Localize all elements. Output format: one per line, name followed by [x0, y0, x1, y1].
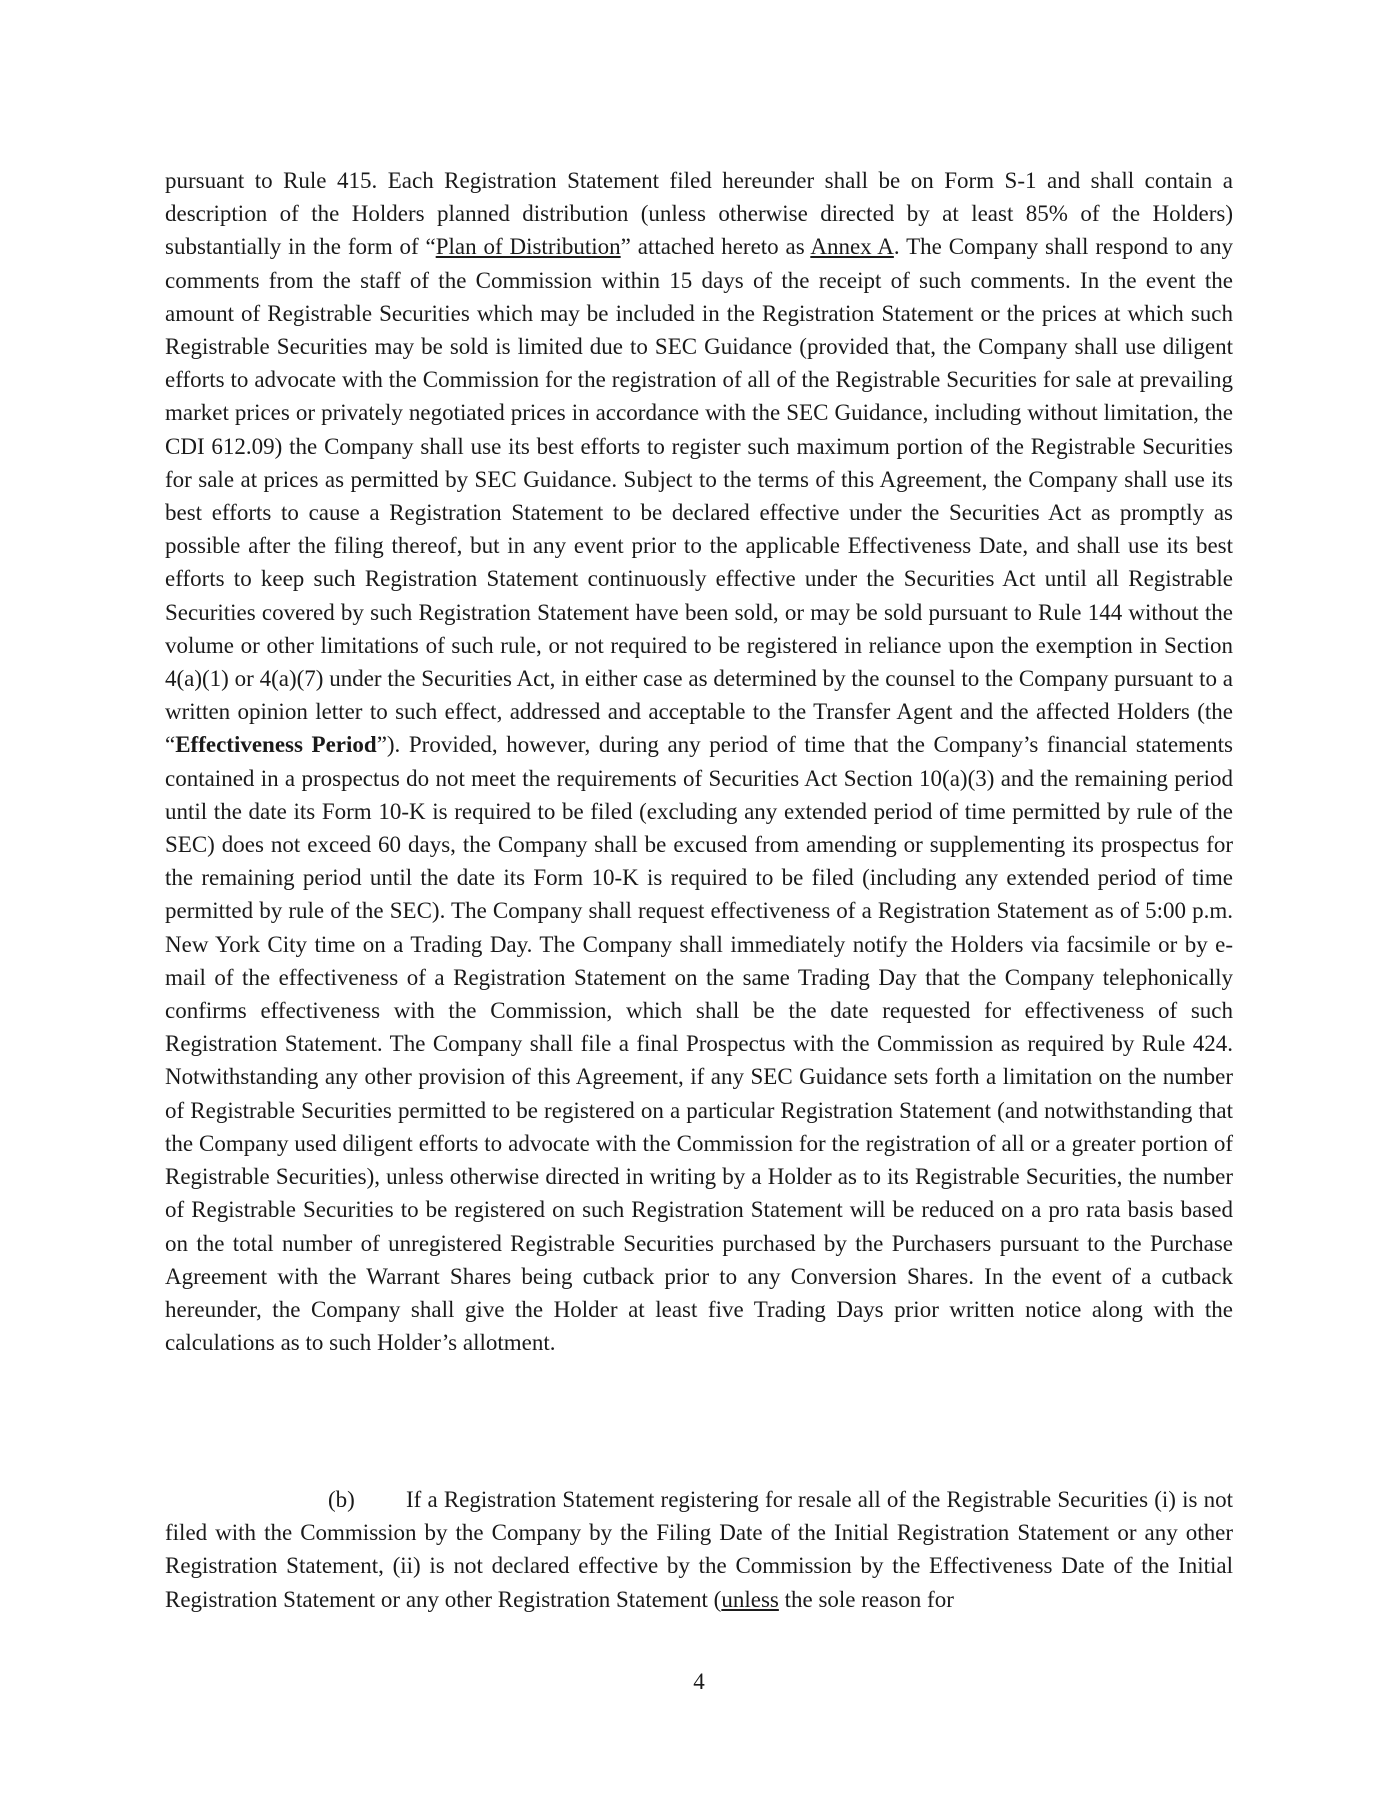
annex-a-term: Annex A: [810, 234, 894, 260]
paragraph-text: . The Company shall respond to any comments from the staff of the Commission within 15 days of the receipt of such comments. In the event the amount of Registrable Securities which may be included in the Registration Statement or the prices at which such Registrable Securities may be sold is limited due to SEC Guidance (provided that, the Company shall use diligent efforts to advocate with the Commission for the registration of all of the Registrable Securities for sale at prevailing market prices or privately negotiated prices in accordance with the SEC Guidance, including without limitation, the CDI 612.09) the Company shall use its best efforts to register such maximum portion of the Registrable Securities for sale at prices as permitted by SEC Guidance. Subject to the terms of this Agreement, the Company shall use its best efforts to cause a Registration Statement to be declared effective under the Securities Act as promptly as possible after the filing thereof, but in any event prior to the applicable Effectiveness Date, and shall use its best efforts to keep such Registration Statement continuously effective under the Securities Act until all Registrable Securities covered by such Registration Statement have been sold, or may be sold pursuant to Rule 144 without the volume or other limitations of such rule, or not required to be registered in reliance upon the exemption in Section 4(a)(1) or 4(a)(7) under the Securities Act, in either case as determined by the counsel to the Company pursuant to a written opinion letter to such effect, addressed and acceptable to the Transfer Agent and the affected Holders (the “: [165, 234, 1233, 758]
paragraph-text: If a Registration Statement registering for resale all of the Registrable Securities (i) is not filed with the Commission by the Company by the Filing Date of the Initial Registration Statement or any other Registration Statement, (ii) is not declared effective by the Commission by the Effectiveness Date of the Initial Registration Statement or any other Registration Statement (: [165, 1487, 1233, 1612]
paragraph-registration-statement: [165, 164, 1233, 1359]
paragraph-b: [165, 1483, 1233, 1616]
plan-of-distribution-term: Plan of Distribution: [435, 234, 621, 260]
paragraph-text: the sole reason for: [778, 1586, 954, 1612]
paragraph-text: ” attached hereto as: [620, 234, 811, 260]
effectiveness-period-term: Effectiveness Period: [175, 732, 377, 758]
paragraph-text: ”). Provided, however, during any period of time that the Company’s financial statements contained in a prospectus do not meet the requirements of Securities Act Section 10(a)(3) and the remaining period until the date its Form 10-K is required to be filed (excluding any extended period of time permitted by rule of the SEC) does not exceed 60 days, the Company shall be excused from amending or supplementing its prospectus for the remaining period until the date its Form 10-K is required to be filed (including any extended period of time permitted by rule of the SEC). The Company shall request effectiveness of a Registration Statement as of 5:00 p.m. New York City time on a Trading Day. The Company shall immediately notify the Holders via facsimile or by e-mail of the effectiveness of a Registration Statement on the same Trading Day that the Company telephonically confirms effectiveness with the Commission, which shall be the date requested for effectiveness of such Registration Statement. The Company shall file a final Prospectus with the Commission as required by Rule 424. Notwithstanding any other provision of this Agreement, if any SEC Guidance sets forth a limitation on the number of Registrable Securities permitted to be registered on a particular Registration Statement (and notwithstanding that the Company used diligent efforts to advocate with the Commission for the registration of all or a greater portion of Registrable Securities), unless otherwise directed in writing by a Holder as to its Registrable Securities, the number of Registrable Securities to be registered on such Registration Statement will be reduced on a pro rata basis based on the total number of unregistered Registrable Securities purchased by the Purchasers pursuant to the Purchase Agreement with the Warrant Shares being cutback prior to any Conversion Shares. In the event of a cutback hereunder, the Company shall give the Holder at least five Trading Days prior written notice along with the calculations as to such Holder’s allotment.: [165, 732, 1233, 1356]
paragraph-text: pursuant to Rule 415. Each Registration Statement filed hereunder shall be on Form S-1 and shall contain a description of the Holders planned distribution (unless otherwise directed by at least 85% of the Holders) substantially in the form of “: [165, 168, 1233, 260]
page-number: 4: [693, 1669, 705, 1694]
unless-term: unless: [721, 1586, 779, 1612]
paragraph-b-label: (b): [328, 1487, 355, 1512]
